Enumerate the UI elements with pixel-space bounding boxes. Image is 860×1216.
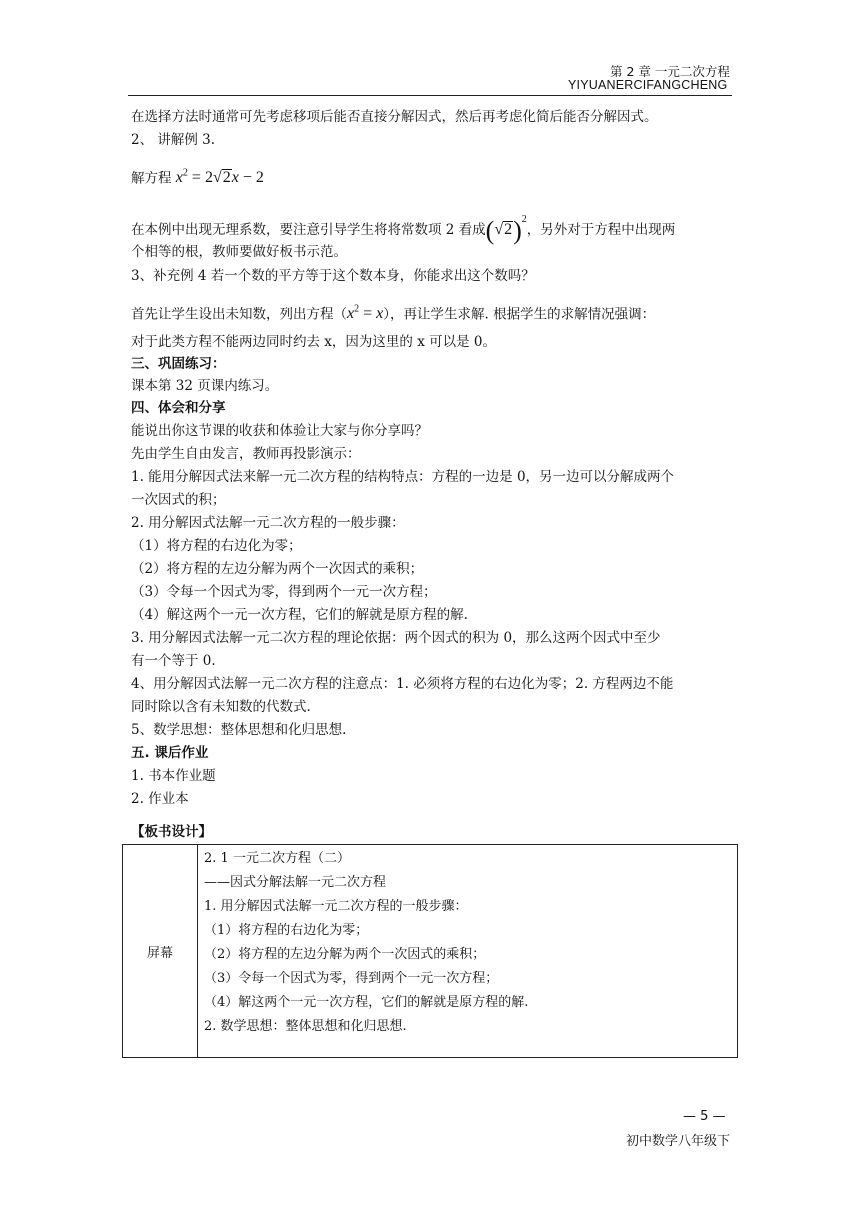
- board-line: 2. 1 一元二次方程（二）: [204, 851, 350, 866]
- board-title: 【板书设计】: [131, 824, 212, 840]
- board-line: （4）解这两个一元一次方程，它们的解就是原方程的解.: [204, 995, 529, 1010]
- summary-1b: 一次因式的积；: [131, 492, 226, 508]
- board-line: （2）将方程的左边分解为两个一次因式的乘积；: [204, 947, 486, 962]
- paragraph-irrational-a: 在本例中出现无理系数，要注意引导学生将将常数项 2 看成: [131, 222, 486, 238]
- paragraph-share-question: 能说出你这节课的收获和体验让大家与你分享吗？: [131, 423, 428, 439]
- board-line: 1. 用分解因式法解一元二次方程的一般步骤：: [204, 899, 468, 914]
- paragraph-irrational: [131, 210, 676, 245]
- heading-share: 四、体会和分享: [131, 400, 226, 416]
- equation-line: [131, 164, 264, 188]
- heading-homework: 五. 课后作业: [131, 745, 209, 761]
- step-4: （4）解这两个一元一次方程，它们的解就是原方程的解.: [131, 607, 468, 623]
- item-example-4: 3、补充例 4 若一个数的平方等于这个数本身，你能求出这个数吗？: [131, 268, 535, 284]
- paragraph-unknown-b: ），再让学生求解. 根据学生的求解情况强调：: [383, 306, 656, 323]
- board-content: [198, 845, 738, 1058]
- paragraph-method: 在选择方法时通常可先考虑移项后能否直接分解因式，然后再考虑化简后能否分解因式。: [131, 109, 658, 125]
- chapter-pinyin: YIYUANERCIFANGCHENG: [568, 78, 728, 92]
- board-line: ——因式分解法解一元二次方程: [204, 875, 387, 890]
- paragraph-irrational-c: 个相等的根，教师要做好板书示范。: [131, 244, 347, 260]
- summary-4b: 同时除以含有未知数的代数式.: [131, 699, 311, 715]
- step-1: （1）将方程的右边化为零；: [131, 538, 302, 554]
- heading-practice: 三、巩固练习：: [131, 356, 226, 372]
- item-example-3: 2、 讲解例 3.: [131, 132, 216, 148]
- summary-3b: 有一个等于 0.: [131, 653, 216, 669]
- board-table: [122, 844, 738, 1058]
- paragraph-irrational-b: ，另外对于方程中出现两: [526, 222, 676, 238]
- summary-2: 2. 用分解因式法解一元二次方程的一般步骤：: [131, 515, 405, 531]
- chapter-title: 第 2 章 一元二次方程: [610, 64, 730, 79]
- equation-prefix: 解方程: [131, 170, 172, 187]
- summary-3a: 3. 用分解因式法解一元二次方程的理论依据：两个因式的积为 0，那么这两个因式中至少: [131, 630, 661, 646]
- summary-4a: 4、用分解因式法解一元二次方程的注意点：1. 必须将方程的右边化为零；2. 方程两边不能: [131, 676, 674, 692]
- paragraph-unknown: [131, 300, 655, 324]
- book-grade-label: 初中数学八年级下: [626, 1134, 731, 1149]
- step-3: （3）令每一个因式为零，得到两个一元一次方程；: [131, 584, 437, 600]
- board-line: （1）将方程的右边化为零；: [204, 923, 369, 938]
- board-left-label: 屏幕: [123, 845, 198, 1058]
- paragraph-textbook: 课本第 32 页课内练习。: [131, 378, 279, 394]
- summary-5: 5、数学思想：整体思想和化归思想.: [131, 722, 347, 738]
- page-number: — 5 —: [683, 1109, 726, 1124]
- paragraph-unknown-a: 首先让学生设出未知数，列出方程（: [131, 306, 347, 323]
- summary-1a: 1. 能用分解因式法来解一元二次方程的结构特点：方程的一边是 0，另一边可以分解成两个: [131, 469, 675, 485]
- equation-formula: $x^2 = 2√2x - 2$: [175, 168, 264, 187]
- paragraph-share-intro: 先由学生自由发言，教师再投影演示：: [131, 446, 361, 462]
- sqrt2-squared: $(√2)^2$: [485, 214, 527, 245]
- step-2: （2）将方程的左边分解为两个一次因式的乘积；: [131, 561, 424, 577]
- homework-2: 2. 作业本: [131, 791, 189, 807]
- board-line: 2. 数学思想：整体思想和化归思想.: [204, 1019, 407, 1034]
- homework-1: 1. 书本作业题: [131, 768, 216, 784]
- paragraph-note: 对于此类方程不能两边同时约去 x，因为这里的 x 可以是 0。: [131, 334, 496, 350]
- header-rule: [128, 95, 732, 96]
- board-line: （3）令每一个因式为零，得到两个一元一次方程；: [204, 971, 499, 986]
- equation-x-squared: $x^2 = x$: [347, 304, 384, 323]
